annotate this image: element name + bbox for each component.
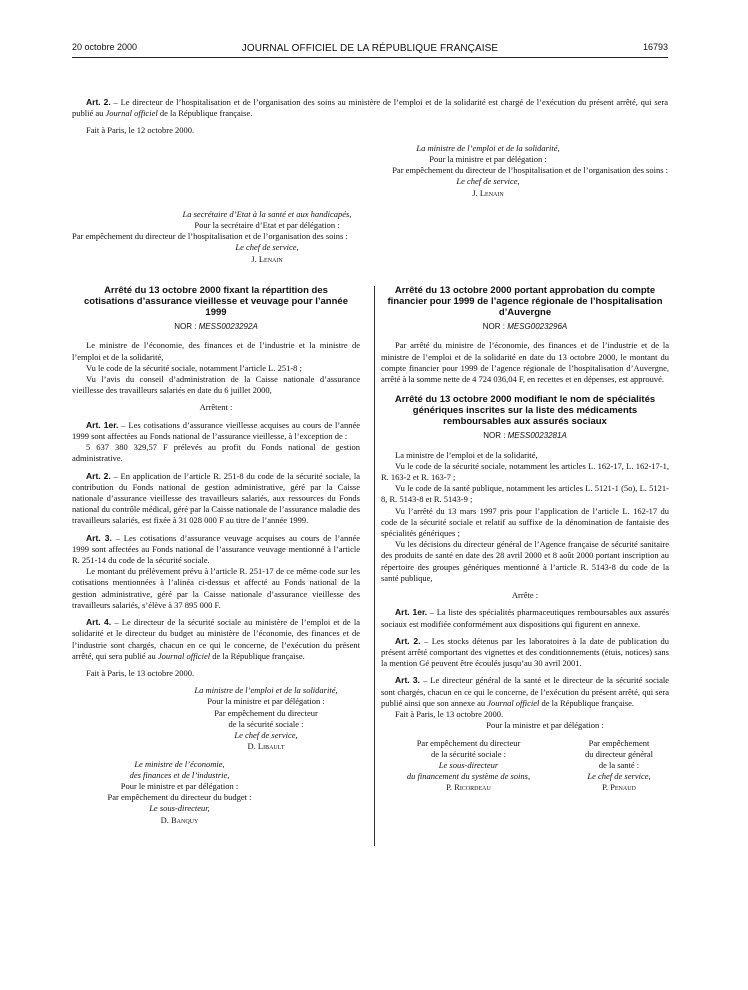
article-1: Art. 1er. – Les cotisations d’assurance vieillesse acquises au cours de l’année 1999 sont affectées au Fonds national de l’assurance vieillesse, à l’exception de : — [72, 419, 361, 441]
top-fait: Fait à Paris, le 12 octobre 2000. — [86, 125, 195, 136]
top-art2-label: Art. 2. — [86, 97, 111, 107]
left-column — [72, 286, 360, 826]
approval-text: Par arrêté du ministre de l’économie, des finances et de l’industrie et de la ministre de l’emploi et de la solidarité en date du 13 octobre 2000, le montant du compte financier pour 1999 de l’agence régionale de l’hospitalisation d’Auvergne, arrêté à la somme nette de 4 724 036,04 F, en recettes et en dépenses, est approuvé. — [381, 340, 669, 384]
arrete: Arrête : — [511, 590, 539, 601]
arretent: Arrêtent : — [199, 402, 233, 413]
nor-reference: NOR : MESG0023296A — [482, 321, 568, 331]
top-signature-2: La secrétaire d’Etat à la santé et aux handicapés, Pour la secrétaire d’Etat et par délégation : Par empêchement du directeur de l’hospitalisation et de l’organisation des soins : Le chef de service, J. Lenain — [72, 208, 352, 264]
preamble-line: Vu le code de la sécurité sociale, notamment les articles L. 162-17, L. 162-17-1, R. 163-2 et R. 163-7 ; — [381, 460, 669, 482]
article-2: Art. 2. – Les stocks détenus par les laboratoires à la date de publication du présent arrêté comportant des vignettes et des conditionnements (étuis, notices) sans la mention Gé peuvent être écoulés jusqu’au 30 avril 2001. — [381, 635, 669, 669]
page-number: 16793 — [642, 42, 668, 52]
signature-securite-sociale: Par empêchement du directeur de la sécurité sociale : Le sous-directeur du financement du système de soins, P. Ricordeau — [406, 737, 531, 793]
signatures — [381, 738, 669, 794]
preamble-line: La ministre de l’emploi et de la solidarité, — [395, 449, 538, 460]
journal-title: JOURNAL OFFICIEL DE LA RÉPUBLIQUE FRANÇAISE — [241, 43, 499, 54]
fait: Fait à Paris, le 13 octobre 2000. — [395, 709, 504, 720]
page-header — [72, 42, 668, 56]
preamble-line: Vu le code de la santé publique, notamment les articles L. 5121-1 (5o), L. 5121-8, R. 5143-8 et R. 5143-9 ; — [381, 483, 669, 505]
signature-emploi: La ministre de l’emploi et de la solidarité, Pour la ministre et par délégation : Par empêchement du directeur de la sécurité sociale : Le chef de service, D. Libault — [194, 685, 338, 752]
column-divider — [374, 286, 375, 846]
article-3: Art. 3. – Les cotisations d’assurance veuvage acquises au cours de l’année 1999 sont affectées au Fonds national de l’assurance veuvage mentionné à l’article R. 251-14 du code de la sécurité sociale. — [72, 532, 360, 566]
right-column — [381, 286, 669, 794]
fait: Fait à Paris, le 13 octobre 2000. — [86, 668, 195, 678]
article-title: Arrêté du 13 octobre 2000 modifiant le nom de spécialités génériques inscrites sur la liste des médicaments remboursables aux assurés sociaux — [394, 394, 656, 428]
issue-date: 20 octobre 2000 — [72, 42, 138, 52]
preamble-line: Vu le code de la sécurité sociale, notamment l’article L. 251-8 ; — [86, 362, 302, 373]
article-3: Art. 3. – Le directeur général de la santé et le directeur de la sécurité sociale sont chargés, chacun en ce qui le concerne, de l’exécution du présent arrêté, qui sera publié ainsi que son annexe au Journal officiel de la République française. — [381, 675, 669, 708]
signature-economie: Le ministre de l’économie, des finances et de l’industrie, Pour le ministre et par délégation : Par empêchement du directeur du budget : Le sous-directeur, D. Banquy — [107, 758, 252, 825]
pour-delegation: Pour la ministre et par délégation : — [486, 720, 604, 731]
nor-reference: NOR : MESS0023292A — [174, 321, 258, 331]
nor-reference: NOR : MESS0023281A — [483, 430, 567, 440]
article-4: Art. 4. – Le directeur de la sécurité sociale au ministère de l’emploi et de la solidarité et le directeur du budget au ministère de l’économie, des finances et de l’industrie sont chargés, chacun en ce qui le concerne, de l’exécution du présent arrêté, qui sera publié au Journal officiel de la République française. — [72, 617, 361, 661]
article-title: Arrêté du 13 octobre 2000 portant approbation du compte financier pour 1999 de l’agence régionale de l’hospitalisation d’Auvergne — [387, 285, 663, 318]
article-1-sub: 5 637 380 329,57 F prélevés au profit du Fonds national de gestion administrative. — [72, 442, 360, 464]
article-title: Arrêté du 13 octobre 2000 fixant la répartition des cotisations d’assurance vieillesse et veuvage pour l’année 1999 — [83, 285, 348, 318]
article-3-para2: Le montant du prélèvement prévu à l’article R. 251-17 de ce même code sur les cotisations mentionnées à l’alinéa ci-dessus et affecté au Fonds national de la gestion administrative, géré par la Caisse nationale d’assurance vieillesse des travailleurs salariés, s’élève à 37 895 000 F. — [72, 566, 360, 610]
top-art2: Art. 2. – Le directeur de l’hospitalisation et de l’organisation des soins au ministère de l’emploi et de la solidarité est chargé de l’exécution du présent arrêté, qui sera publié au Journal officiel de la République française. — [72, 97, 668, 119]
article-2: Art. 2. – En application de l’article R. 251-8 du code de la sécurité sociale, la contribution du Fonds national de gestion administrative, géré par la Caisse nationale d’assurance vieillesse des travailleurs salariés, aux ressources du Fonds national du contrôle médical, géré par la Caisse nationale de l’assurance maladie des travailleurs salariés, est fixée à 31 028 000 F au titre de l’année 1999. — [72, 470, 360, 526]
preamble-line: Le ministre de l’économie, des finances et de l’industrie et la ministre de l’emploi et de la solidarité, — [72, 340, 360, 362]
signature-sante: Par empêchement du directeur général de la santé : Le chef de service, P. Penaud — [585, 737, 653, 793]
preamble-line: Vu l’arrêté du 13 mars 1997 pris pour l’application de l’article L. 162-17 du code de la sécurité sociale et relatif au suffixe de la dénomination de fantaisie des spécialités génériques ; — [381, 505, 669, 539]
preamble-line: Vu l’avis du conseil d’administration de la Caisse nationale d’assurance vieillesse des travailleurs salariés en date du 6 juillet 2000, — [72, 373, 360, 396]
preamble-line: Vu les décisions du directeur général de l’Agence française de sécurité sanitaire des produits de santé en date des 28 avril 2000 et 8 août 2000 portant inscription au répertoire des groupes génériques mentionné à l’article R. 5143-8 du code de la santé publique, — [381, 539, 669, 583]
article-1: Art. 1er. – La liste des spécialités pharmaceutiques remboursables aux assurés sociaux est modifiée conformément aux dispositions qui figurent en annexe. — [381, 607, 669, 629]
top-signature-1: La ministre de l’emploi et de la solidarité, Pour la ministre et par délégation : Par empêchement du directeur de l’hospitalisation et de l’organisation des soins : Le chef de service, J. Lenain — [392, 142, 668, 198]
previous-decree-end — [72, 97, 668, 265]
header-rule — [72, 57, 668, 58]
